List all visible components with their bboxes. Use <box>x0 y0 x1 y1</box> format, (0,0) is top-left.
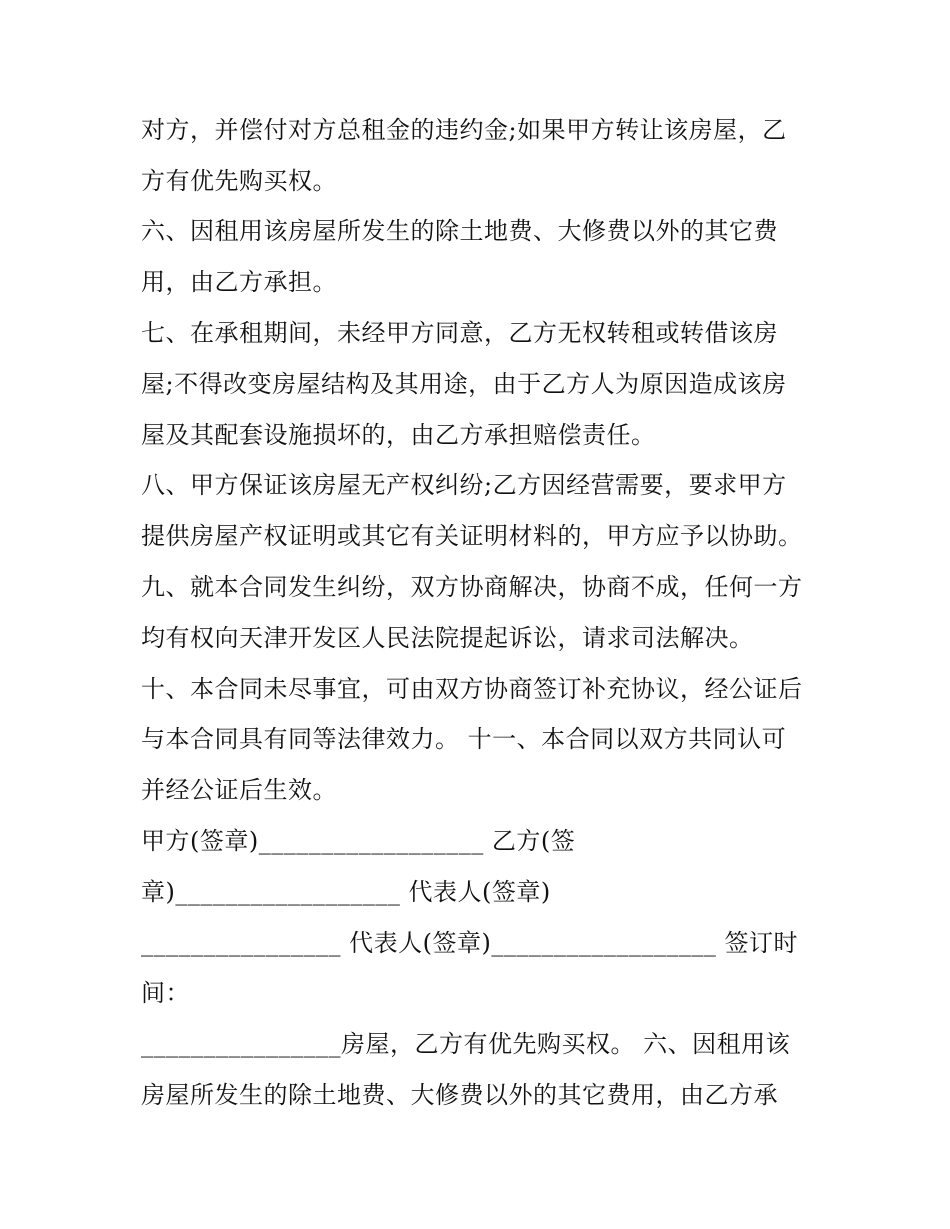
text-line: 六、因租用该房屋所发生的除土地费、大修费以外的其它费 <box>141 217 778 245</box>
text-line: 房屋所发生的除土地费、大修费以外的其它费用，由乙方承 <box>141 1081 778 1109</box>
text-line: 并经公证后生效。 <box>141 776 337 804</box>
text-line: 九、就本合同发生纠纷，双方协商解决，协商不成，任何一方 <box>141 573 803 601</box>
signature-line: 甲方(签章)__________________ 乙方(签 <box>141 827 576 855</box>
text-line: 屋;不得改变房屋结构及其用途，由于乙方人为原因造成该房 <box>141 370 787 398</box>
text-line: 七、在承租期间，未经甲方同意，乙方无权转租或转借该房 <box>141 319 778 347</box>
text-line: 屋及其配套设施损坏的，由乙方承担赔偿责任。 <box>141 421 656 449</box>
signature-line: ________________ 代表人(签章)__________________ 签订时 <box>141 929 798 957</box>
text-line: 十、本合同未尽事宜，可由双方协商签订补充协议，经公证后 <box>141 675 803 703</box>
text-line: 提供房屋产权证明或其它有关证明材料的，甲方应予以协助。 <box>141 522 803 550</box>
text-line: 对方，并偿付对方总租金的违约金;如果甲方转让该房屋，乙 <box>141 116 787 144</box>
signature-line: 章)__________________ 代表人(签章) <box>141 878 551 906</box>
text-line: ________________房屋，乙方有优先购买权。 六、因租用该 <box>141 1030 791 1058</box>
text-line: 方有优先购买权。 <box>141 167 337 195</box>
text-line: 与本合同具有同等法律效力。 十一、本合同以双方共同认可 <box>141 725 787 753</box>
text-line: 八、甲方保证该房屋无产权纠纷;乙方因经营需要，要求甲方 <box>141 471 787 499</box>
text-line: 均有权向天津开发区人民法院提起诉讼，请求司法解决。 <box>141 624 754 652</box>
signature-line: 间： <box>141 979 190 1007</box>
text-line: 用，由乙方承担。 <box>141 268 337 296</box>
